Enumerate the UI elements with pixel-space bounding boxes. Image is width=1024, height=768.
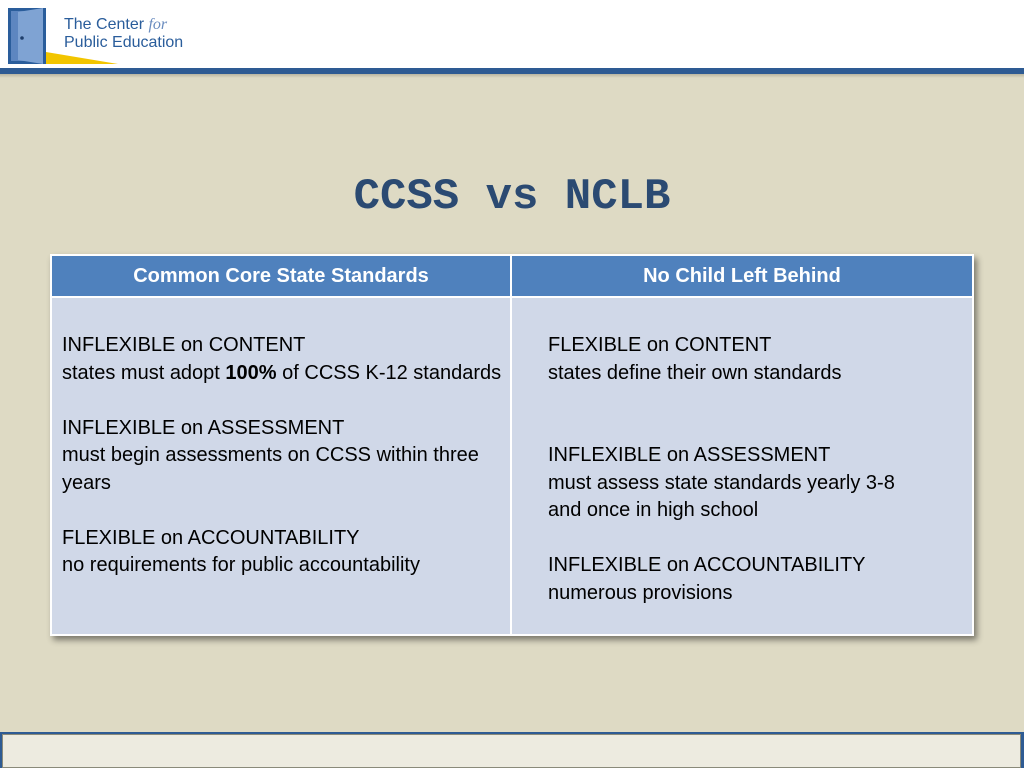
nclb-assessment-detail-1: must assess state standards yearly 3-8 <box>548 471 895 494</box>
nclb-accountability-heading: INFLEXIBLE on ACCOUNTABILITY <box>548 554 866 576</box>
comparison-table <box>50 254 974 636</box>
table-header-ccss: Common Core State Standards <box>52 256 510 296</box>
logo-line1-prefix: The Center <box>64 16 149 33</box>
table-cell-nclb <box>512 298 972 634</box>
ccss-assessment-heading: INFLEXIBLE on ASSESSMENT <box>62 416 345 439</box>
ccss-content-detail-bold: 100% <box>225 361 277 384</box>
nclb-content-block <box>548 332 972 387</box>
nclb-accountability-block <box>548 552 972 607</box>
slide-footer <box>0 732 1024 768</box>
ccss-accountability-detail: no requirements for public accountability <box>62 554 420 576</box>
ccss-accountability-block <box>62 525 510 580</box>
organization-logo-text <box>64 16 183 52</box>
nclb-content-detail: states define their own standards <box>548 361 842 384</box>
nclb-content-heading: FLEXIBLE on CONTENT <box>548 334 772 356</box>
slide-title: CCSS vs NCLB <box>353 172 671 222</box>
ccss-content-detail <box>62 360 510 388</box>
logo-line1-italic: for <box>148 16 168 33</box>
ccss-content-heading: INFLEXIBLE on CONTENT <box>62 334 306 356</box>
nclb-accountability-detail: numerous provisions <box>548 581 733 604</box>
table-header-nclb: No Child Left Behind <box>512 256 972 296</box>
header-divider-shadow <box>0 74 1024 78</box>
nclb-assessment-detail-2: and once in high school <box>548 499 759 521</box>
ccss-content-detail-prefix: states must adopt <box>62 361 226 384</box>
ccss-assessment-detail: must begin assessments on CCSS within three years <box>62 444 479 494</box>
nclb-assessment-heading: INFLEXIBLE on ASSESSMENT <box>548 444 831 466</box>
table-cell-ccss <box>52 298 510 634</box>
ccss-content-detail-suffix: of CCSS K-12 standards <box>276 361 502 384</box>
slide-header <box>0 0 1024 68</box>
logo-line2: Public Education <box>64 34 184 51</box>
ccss-assessment-block <box>62 415 510 498</box>
slide-footer-panel <box>2 734 1021 768</box>
ccss-accountability-heading: FLEXIBLE on ACCOUNTABILITY <box>62 526 360 549</box>
ccss-content-block <box>62 332 510 387</box>
nclb-assessment-block <box>548 442 972 525</box>
